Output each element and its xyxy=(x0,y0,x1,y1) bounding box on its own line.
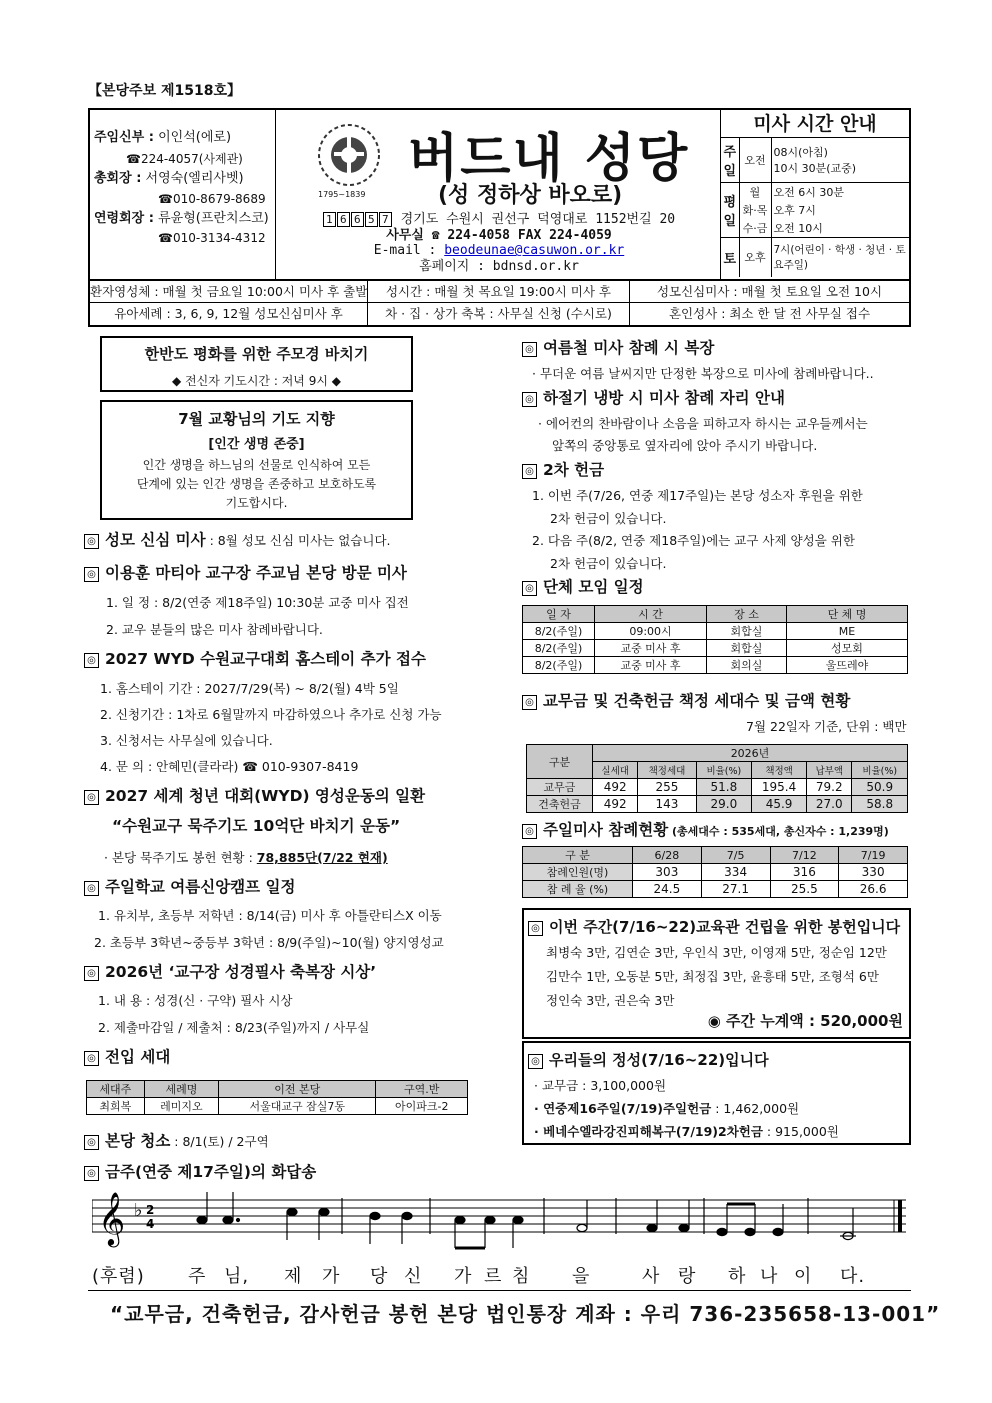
table-header: 세례명 xyxy=(144,1081,218,1098)
table-header: 2026년 xyxy=(593,745,908,762)
email-label: E-mail : xyxy=(373,243,437,259)
address: 경기도 수원시 권선구 덕영대로 1152번길 20 xyxy=(400,212,676,227)
list-item: 1. 유치부, 초등부 저학년 : 8/14(금) 미사 후 아틀란티스X 이동 xyxy=(98,908,442,923)
lyric: 제 xyxy=(284,1266,303,1287)
sunday-label: 주일 xyxy=(721,138,739,182)
donor-line: 정인숙 3만, 권은숙 3만 xyxy=(546,993,675,1008)
weekday-time: 오전 10시 xyxy=(773,221,823,235)
list-item: 1. 내 용 : 성경(신 · 구약) 필사 시상 xyxy=(98,993,293,1008)
bullet-icon: ◎ xyxy=(84,1051,99,1066)
mass-title: 미사 시간 안내 xyxy=(721,110,909,138)
pope-body: 기도합시다. xyxy=(225,496,288,510)
list-item: 1. 일 정 : 8/2(연중 제18주일) 10:30분 교중 미사 집전 xyxy=(106,595,409,610)
pastor-phone: ☎224-4057(사제관) xyxy=(126,152,243,167)
church-patron: (성 정하상 바오로) xyxy=(438,183,623,208)
table-header: 구분 xyxy=(527,745,593,779)
fund-note: 7월 22일자 기준, 단위 : 백만 xyxy=(746,719,907,734)
table-header: 7/19 xyxy=(839,847,908,864)
weekday-day: 화·목 xyxy=(739,201,771,219)
mass-times-panel xyxy=(720,110,909,279)
lyric: 랑 xyxy=(678,1266,697,1287)
cleaning-note: : 8/1(토) / 2구역 xyxy=(170,1134,269,1149)
music-staff xyxy=(92,1168,906,1254)
list-item: 2. 신청기간 : 1차로 6월말까지 마감하였으나 추가로 신청 가능 xyxy=(100,707,442,722)
bullet-icon: ◎ xyxy=(84,881,99,896)
lyric: 나 xyxy=(760,1266,779,1287)
saturday-label: 토 xyxy=(721,237,739,277)
table-header: 일 자 xyxy=(523,606,595,623)
saturday-ampm: 오후 xyxy=(739,237,771,277)
section-group-meetings: ◎ 단체 모임 일정 xyxy=(522,575,644,597)
office-phone: 사무실 ☎ 224-4058 FAX 224-4059 xyxy=(386,227,612,243)
bullet-icon: ◎ xyxy=(522,464,537,479)
table-row: 교무금 492 255 51.8 195.4 79.2 50.9 xyxy=(527,779,908,796)
attendance-note: (총세대수 : 535세대, 총신자수 : 1,239명) xyxy=(668,825,889,838)
lyric: 사 xyxy=(642,1266,661,1287)
donor-line: 김만수 1만, 오동분 5만, 최정집 3만, 윤흥태 5만, 조형석 6만 xyxy=(546,969,879,984)
weekday-day: 월 xyxy=(739,182,771,201)
lyric: 다. xyxy=(840,1266,866,1287)
section-attendance: ◎ 주일미사 참례현황 (총세대수 : 535세대, 총신자수 : 1,239명) xyxy=(522,818,889,840)
union-label: 연령회장 : xyxy=(94,210,154,226)
union-phone: ☎010-3134-4312 xyxy=(158,230,266,245)
section-bishop-visit: ◎ 이용훈 마티아 교구장 주교님 본당 방문 미사 xyxy=(84,561,407,583)
table-row: 참례인원(명) 303 334 316 330 xyxy=(523,864,908,881)
list-item: 2. 초등부 3학년~중등부 3학년 : 8/9(주일)~10(월) 양지영성교 xyxy=(94,935,444,950)
education-building-box xyxy=(522,908,911,1039)
bullet-icon: ◎ xyxy=(522,695,537,710)
list-item: 1. 이번 주(7/26, 연중 제17주일)는 본당 성소자 후원을 위한 xyxy=(532,488,863,503)
table-header: 7/12 xyxy=(770,847,839,864)
lyric: 르 xyxy=(484,1266,503,1287)
church-name: 버드내 성당 xyxy=(408,129,690,189)
church-logo-icon xyxy=(314,120,384,190)
list-item: 2. 다음 주(8/2, 연중 제18주일)에는 교구 사제 양성을 위한 xyxy=(532,533,855,548)
pastor-name: 이인석(에로) xyxy=(158,130,232,145)
bullet-icon: ◎ xyxy=(522,581,537,596)
table-header: 구 분 xyxy=(523,847,633,864)
table-row: 8/2(주일) 교중 미사 후 회의실 울뜨레야 xyxy=(523,657,908,674)
list-item: · 에어컨의 찬바람이나 소음을 피하고자 하시는 교우들께서는 xyxy=(538,416,868,431)
pastor-label: 주임신부 : xyxy=(94,130,154,145)
table-header: 7/5 xyxy=(701,847,770,864)
lyric: 당 xyxy=(370,1266,389,1287)
list-item: 1. 홈스테이 기간 : 2027/7/29(목) ~ 8/2(월) 4박 5일 xyxy=(100,681,399,696)
svg-text:2: 2 xyxy=(146,1203,155,1217)
email-link[interactable]: beodeunae@casuwon.or.kr xyxy=(444,243,625,259)
lyric: 하 xyxy=(728,1266,747,1287)
psalm-score xyxy=(92,1168,906,1254)
section-psalm: ◎ 금주(연중 제17주일)의 화답송 xyxy=(84,1160,316,1182)
title-area xyxy=(278,110,718,279)
info-blessing: 차 · 집 · 상가 축복 : 사무실 신청 (수시로) xyxy=(368,303,630,325)
bullet-icon: ◎ xyxy=(84,966,99,981)
lyric: 님, xyxy=(224,1266,250,1287)
info-infant-baptism: 유아세례 : 3, 6, 9, 12월 성모신심미사 후 xyxy=(90,303,368,325)
peace-title: 한반도 평화를 위한 주모경 바치기 xyxy=(144,345,369,363)
table-header: 6/28 xyxy=(633,847,702,864)
bullet-icon: ◎ xyxy=(84,1166,99,1181)
attendance-table xyxy=(522,846,908,898)
table-header: 단 체 명 xyxy=(787,606,908,623)
bullet-icon: ◎ xyxy=(528,1054,543,1069)
issue-number: 【본당주보 제1518호】 xyxy=(88,83,241,99)
table-header: 책정세대 xyxy=(638,762,696,779)
list-item: 2. 제출마감일 / 제출처 : 8/23(주일)까지 / 사무실 xyxy=(98,1020,370,1035)
table-header: 납부액 xyxy=(807,762,852,779)
president-name: 서영숙(엘리사벳) xyxy=(145,171,244,187)
section-marian-mass: ◎ 성모 신심 미사 : 8월 성모 신심 미사는 없습니다. xyxy=(84,528,391,550)
offering-item: · 교무금 : 3,100,000원 xyxy=(534,1078,667,1093)
bullet-icon: ◎ xyxy=(84,1135,99,1150)
section-wyd-rosary: ◎ 2027 세계 청년 대회(WYD) 영성운동의 일환 xyxy=(84,784,425,806)
info-marian-mass: 성모신심미사 : 매월 첫 토요일 오전 10시 xyxy=(656,284,883,299)
list-item: · 무더운 여름 날씨지만 단정한 복장으로 미사에 참례바랍니다.. xyxy=(532,366,874,381)
lyric: 을 xyxy=(572,1266,591,1287)
table-row: 최희복 레미지오 서울대교구 잠실7동 아이파크-2 xyxy=(87,1098,468,1115)
pope-body: 인간 생명을 하느님의 선물로 인식하여 모든 xyxy=(142,458,371,472)
weekday-time: 오전 6시 30분 xyxy=(771,182,909,201)
lyric: 가 xyxy=(454,1266,473,1287)
new-families-table xyxy=(86,1080,468,1115)
svg-text:𝄞: 𝄞 xyxy=(98,1191,126,1245)
lyric: 신 xyxy=(404,1266,423,1287)
svg-text:4: 4 xyxy=(146,1217,155,1231)
homepage[interactable]: 홈페이지 : bdnsd.or.kr xyxy=(419,258,579,274)
list-item: 앞쪽의 중앙통로 옆자리에 앉아 주시기 바랍니다. xyxy=(552,438,818,453)
pope-intention-box xyxy=(100,400,413,520)
list-item: 2. 교우 분들의 많은 미사 참례바랍니다. xyxy=(106,622,323,637)
table-header: 장 소 xyxy=(707,606,787,623)
offering-item: · 연중제16주일(7/19)주일헌금 : 1,462,000원 xyxy=(534,1101,800,1116)
list-item: 4. 문 의 : 안혜민(클라라) ☎ 010-9307-8419 xyxy=(100,759,359,774)
offering-item: · 베네수엘라강진피해복구(7/19)2차헌금 : 915,000원 xyxy=(534,1124,839,1139)
section-homestay: ◎ 2027 WYD 수원교구대회 홈스테이 추가 접수 xyxy=(84,647,426,669)
list-item: 2차 헌금이 있습니다. xyxy=(550,511,667,526)
bullet-icon: ◎ xyxy=(84,534,99,549)
footer-divider xyxy=(88,1290,911,1291)
table-row: 건축헌금 492 143 29.0 45.9 27.0 58.8 xyxy=(527,796,908,813)
lyric: 이 xyxy=(794,1266,813,1287)
section-summer-attire: ◎ 여름철 미사 참례 시 복장 xyxy=(522,336,714,358)
table-row: 8/2(주일) 교중 미사 후 회합실 성모회 xyxy=(523,640,908,657)
lyric: 주 xyxy=(188,1266,207,1287)
education-building-title: ◎ 이번 주간(7/16~22)교육관 건립을 위한 봉헌입니다 xyxy=(528,916,909,937)
union-name: 류윤형(프란치스코) xyxy=(158,210,269,226)
saturday-time: 7시(어린이 · 학생 · 청년 · 토요주일) xyxy=(771,237,909,277)
weekday-label: 평일 xyxy=(721,182,739,237)
table-header: 비율(%) xyxy=(852,762,908,779)
marian-mass-note: : 8월 성모 신심 미사는 없습니다. xyxy=(205,533,391,548)
lyric: 가 xyxy=(322,1266,341,1287)
group-meetings-table xyxy=(522,605,908,674)
table-header: 실세대 xyxy=(593,762,638,779)
info-marriage: 혼인성사 : 최소 한 달 전 사무실 접수 xyxy=(668,306,871,321)
offerings-box xyxy=(522,1041,911,1145)
bullet-icon: ◎ xyxy=(528,921,543,936)
svg-text:♭: ♭ xyxy=(134,1200,143,1221)
peace-sub: ◆ 전신자 기도시간 : 저녁 9시 ◆ xyxy=(172,374,341,388)
pope-title: 7월 교황님의 기도 지향 xyxy=(178,410,335,428)
weekday-day: 수·금 xyxy=(739,219,771,238)
section-bible-copy: ◎ 2026년 ‘교구장 성경필사 축복장 시상’ xyxy=(84,960,376,982)
lyric: 침 xyxy=(512,1266,531,1287)
info-holy-hour: 성시간 : 매월 첫 목요일 19:00시 미사 후 xyxy=(368,281,630,302)
donor-line: 최병숙 3만, 김연순 3만, 우인식 3만, 이영재 5만, 정순임 12만 xyxy=(546,945,887,960)
table-row: 8/2(주일) 09:00시 회합실 ME xyxy=(523,623,908,640)
pope-body: 단계에 있는 인간 생명을 존중하고 보호하도록 xyxy=(136,477,377,491)
bullet-icon: ◎ xyxy=(84,567,99,582)
president-label: 총회장 : xyxy=(94,171,142,187)
bullet-icon: ◎ xyxy=(84,653,99,668)
bullet-icon: ◎ xyxy=(84,790,99,805)
table-header: 비율(%) xyxy=(696,762,752,779)
section-new-families: ◎ 전입 세대 xyxy=(84,1045,170,1067)
offerings-title: ◎ 우리들의 정성(7/16~22)입니다 xyxy=(528,1049,909,1070)
section-fund-status: ◎ 교무금 및 건축헌금 책정 세대수 및 금액 현황 xyxy=(522,689,850,711)
church-address-block xyxy=(284,212,714,274)
sunday-ampm: 오전 xyxy=(739,138,771,182)
pope-sub: [인간 생명 존중] xyxy=(208,437,305,452)
bullet-icon: ◎ xyxy=(522,824,537,839)
table-header: 시 간 xyxy=(595,606,707,623)
section-aircon-seats: ◎ 하절기 냉방 시 미사 참례 자리 안내 xyxy=(522,386,785,408)
weekly-total: ◉ 주간 누계액 : 520,000원 xyxy=(707,1012,903,1030)
logo-year: 1795~1839 xyxy=(318,190,366,199)
president-phone: ☎010-8679-8689 xyxy=(158,191,266,206)
table-header: 이전 본당 xyxy=(219,1081,376,1098)
bank-account-footer: “교무금, 건축헌금, 감사헌금 봉헌 본당 법인통장 계좌 : 우리 736-235658-13-001” xyxy=(110,1302,941,1326)
table-header: 세대주 xyxy=(87,1081,145,1098)
info-box xyxy=(88,281,911,327)
list-item: 2차 헌금이 있습니다. xyxy=(550,556,667,571)
staff-panel xyxy=(90,110,276,279)
table-row: 참 례 율 (%) 24.5 27.1 25.5 26.6 xyxy=(523,881,908,898)
weekday-time: 오후 7시 xyxy=(773,203,816,217)
section-summer-camp: ◎ 주일학교 여름신앙캠프 일정 xyxy=(84,875,295,897)
bullet-icon: ◎ xyxy=(522,392,537,407)
wyd-rosary-subtitle: “수원교구 묵주기도 10억단 바치기 운동” xyxy=(112,817,401,835)
zip-code: 1 6 6 5 7 xyxy=(323,212,393,227)
table-header: 구역.반 xyxy=(376,1081,468,1098)
section-second-collection: ◎ 2차 헌금 xyxy=(522,458,604,480)
mass-table xyxy=(721,138,909,277)
bullet-icon: ◎ xyxy=(522,342,537,357)
lyric: (후렴) xyxy=(92,1266,145,1287)
peace-prayer-box xyxy=(100,336,413,392)
table-header: 책정액 xyxy=(752,762,807,779)
sunday-times: 08시(아침) 10시 30분(교중) xyxy=(773,145,857,175)
section-cleaning: ◎ 본당 청소 : 8/1(토) / 2구역 xyxy=(84,1129,269,1151)
fund-table xyxy=(526,744,908,813)
rosary-status: · 본당 묵주기도 봉헌 현황 : 78,885단(7/22 현재) xyxy=(104,850,388,865)
list-item: 3. 신청서는 사무실에 있습니다. xyxy=(100,733,273,748)
info-sick-communion: 환자영성체 : 매월 첫 금요일 10:00시 미사 후 출발 xyxy=(90,281,368,302)
